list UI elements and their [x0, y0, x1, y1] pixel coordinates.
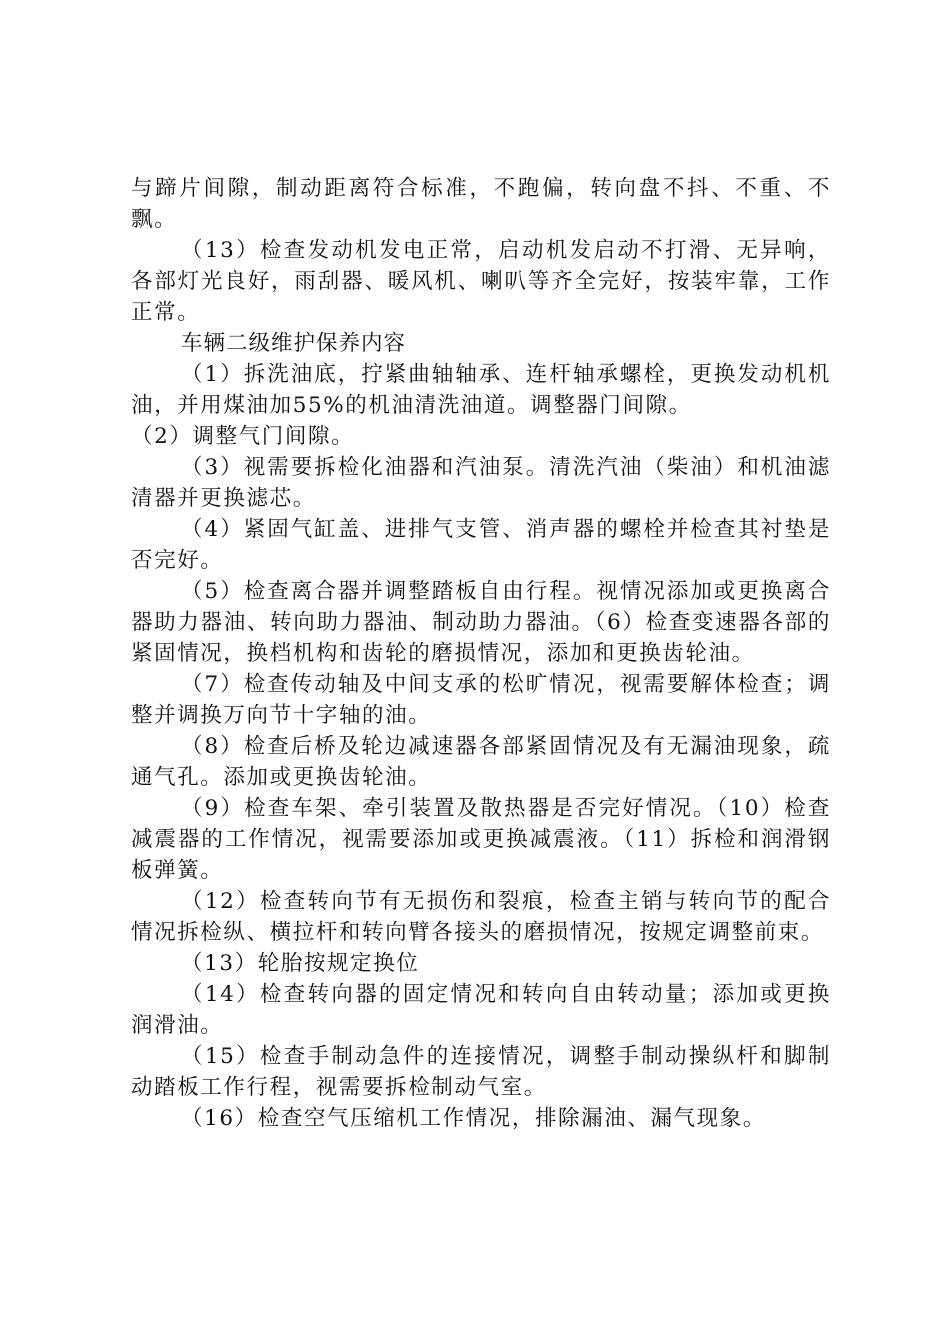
paragraph-item-14: （14）检查转向器的固定情况和转向自由转动量；添加或更换润滑油。	[131, 982, 831, 1038]
paragraph-item-13-electrical: （13）检查发动机发电正常，启动机发启动不打滑、无异响，各部灯光良好，雨刮器、暖风机、喇叭等齐全完好，按装牢靠，工作正常。	[131, 238, 831, 325]
document-body	[131, 173, 831, 1134]
paragraph-item-16: （16）检查空气压缩机工作情况，排除漏油、漏气现象。	[181, 1106, 766, 1131]
paragraph-item-13-tires: （13）轮胎按规定换位	[181, 951, 420, 976]
paragraph-item-1: （1）拆洗油底，拧紧曲轴轴承、连杆轴承螺栓，更换发动机机油，并用煤油加55%的机油清洗油道。调整器门间隙。	[131, 362, 831, 418]
paragraph-item-2: （2）调整气门间隙。	[131, 424, 355, 449]
paragraph-item-4: （4）紧固气缸盖、进排气支管、消声器的螺栓并检查其衬垫是否完好。	[131, 517, 831, 573]
paragraph-brake-continuation: 与蹄片间隙，制动距离符合标准，不跑偏，转向盘不抖、不重、不飘。	[131, 176, 831, 232]
section-heading-level2-maintenance: 车辆二级维护保养内容	[181, 331, 407, 356]
paragraph-item-7: （7）检查传动轴及中间支承的松旷情况，视需要解体检查；调整并调换万向节十字轴的油。	[131, 672, 831, 728]
paragraph-item-12: （12）检查转向节有无损伤和裂痕，检查主销与转向节的配合情况拆检纵、横拉杆和转向臂各接头的磨损情况，按规定调整前束。	[131, 889, 831, 945]
paragraph-item-8: （8）检查后桥及轮边减速器各部紧固情况及有无漏油现象，疏通气孔。添加或更换齿轮油。	[131, 734, 831, 790]
paragraph-item-5-6: （5）检查离合器并调整踏板自由行程。视情况添加或更换离合器助力器油、转向助力器油、制动助力器油。（6）检查变速器各部的紧固情况，换档机构和齿轮的磨损情况，添加和更换齿轮油。	[131, 579, 831, 666]
paragraph-item-15: （15）检查手制动急件的连接情况，调整手制动操纵杆和脚制动踏板工作行程，视需要拆检制动气室。	[131, 1044, 831, 1100]
paragraph-item-9-11: （9）检查车架、牵引装置及散热器是否完好情况。（10）检查减震器的工作情况，视需要添加或更换减震液。（11）拆检和润滑钢板弹簧。	[131, 796, 831, 883]
paragraph-item-3: （3）视需要拆检化油器和汽油泵。清洗汽油（柴油）和机油滤清器并更换滤芯。	[131, 455, 831, 511]
